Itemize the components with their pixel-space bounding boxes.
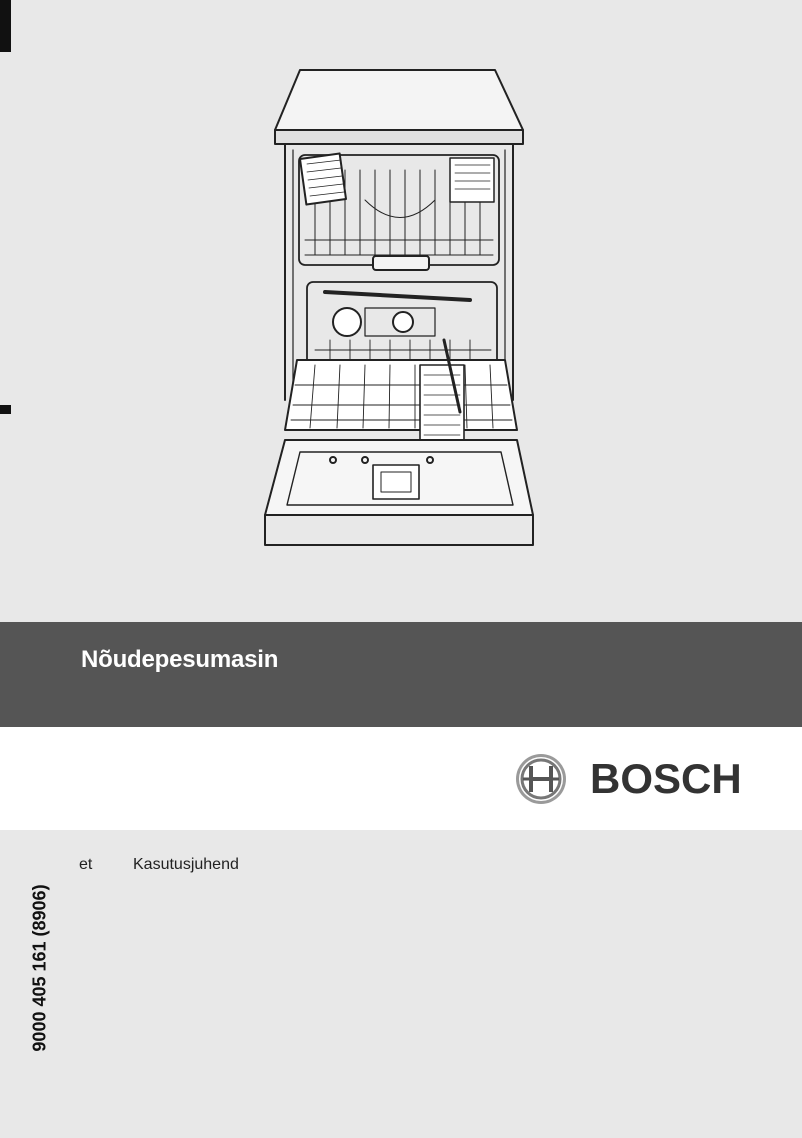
product-title: Nõudepesumasin — [81, 646, 279, 673]
title-band — [0, 622, 802, 727]
bosch-logo — [514, 752, 754, 806]
bosch-armature-icon — [514, 752, 568, 806]
brand-name: BOSCH — [590, 755, 742, 802]
language-code: et — [79, 856, 93, 873]
document-number: 9000 405 161 (8906) — [29, 884, 50, 1052]
registration-mark-top — [0, 0, 11, 52]
document-type: Kasutusjuhend — [133, 856, 239, 873]
registration-mark-middle — [0, 405, 11, 414]
dishwasher-illustration — [255, 60, 545, 560]
